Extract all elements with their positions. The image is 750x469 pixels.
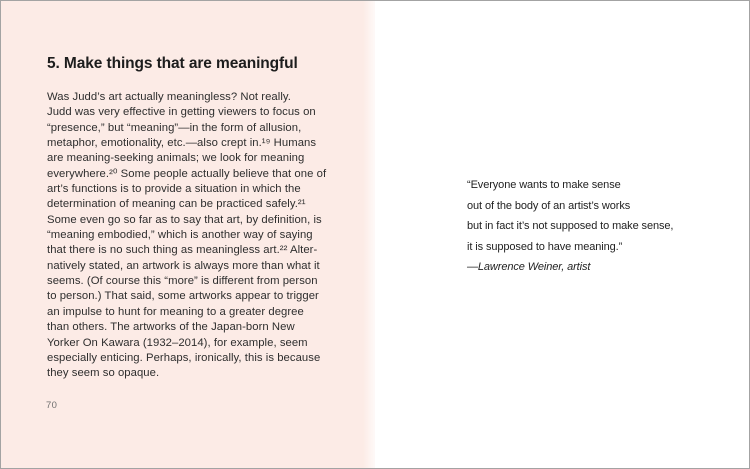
body-line: an impulse to hunt for meaning to a greater degree	[47, 305, 304, 318]
body-line: that there is no such thing as meaningless art.²² Alter-	[47, 244, 318, 257]
quote-line: “Everyone wants to make sense	[467, 179, 621, 191]
quote-line: it is supposed to have meaning.”	[467, 240, 623, 253]
body-line: natively stated, an artwork is always more than what it	[47, 259, 320, 272]
body-line: than others. The artworks of the Japan-born New	[47, 321, 295, 334]
pull-quote	[467, 175, 673, 278]
body-line: “meaning embodied,” which is another way of saying	[47, 229, 313, 242]
body-line: everywhere.²⁰ Some people actually believe that one of	[47, 167, 327, 180]
body-line: art’s functions is to provide a situation in which the	[47, 183, 301, 196]
body-line: are meaning-seeking animals; we look for meaning	[47, 152, 305, 165]
body-line: metaphor, emotionality, etc.—also crept in.¹⁹ Humans	[47, 137, 317, 150]
body-line: Was Judd’s art actually meaningless? Not really.	[47, 91, 291, 103]
right-page	[375, 1, 749, 468]
body-line: Judd was very effective in getting viewers to focus on	[47, 106, 316, 119]
page-gutter	[363, 1, 375, 468]
body-line: determination of meaning can be practiced safely.²¹	[47, 198, 306, 211]
quote-text	[467, 175, 673, 257]
quote-line: out of the body of an artist’s works	[467, 199, 631, 212]
body-line: Some even go so far as to say that art, by definition, is	[47, 213, 322, 226]
chapter-heading: 5. Make things that are meaningful	[47, 55, 298, 72]
quote-line: but in fact it’s not supposed to make sense,	[467, 220, 674, 233]
page-number: 70	[46, 400, 58, 411]
body-line: to person.) That said, some artworks appear to trigger	[47, 290, 319, 303]
body-line: Yorker On Kawara (1932–2014), for example, seem	[47, 336, 308, 349]
body-line: seems. (Of course this “more” is different from person	[47, 275, 318, 288]
body-line: they seem so opaque.	[47, 367, 160, 380]
quote-attribution: —Lawrence Weiner, artist	[467, 261, 591, 274]
left-page	[1, 1, 375, 468]
body-paragraph	[47, 90, 326, 382]
body-line: “presence,” but “meaning”—in the form of allusion,	[47, 121, 302, 134]
body-line: especially enticing. Perhaps, ironically, this is because	[47, 351, 321, 364]
